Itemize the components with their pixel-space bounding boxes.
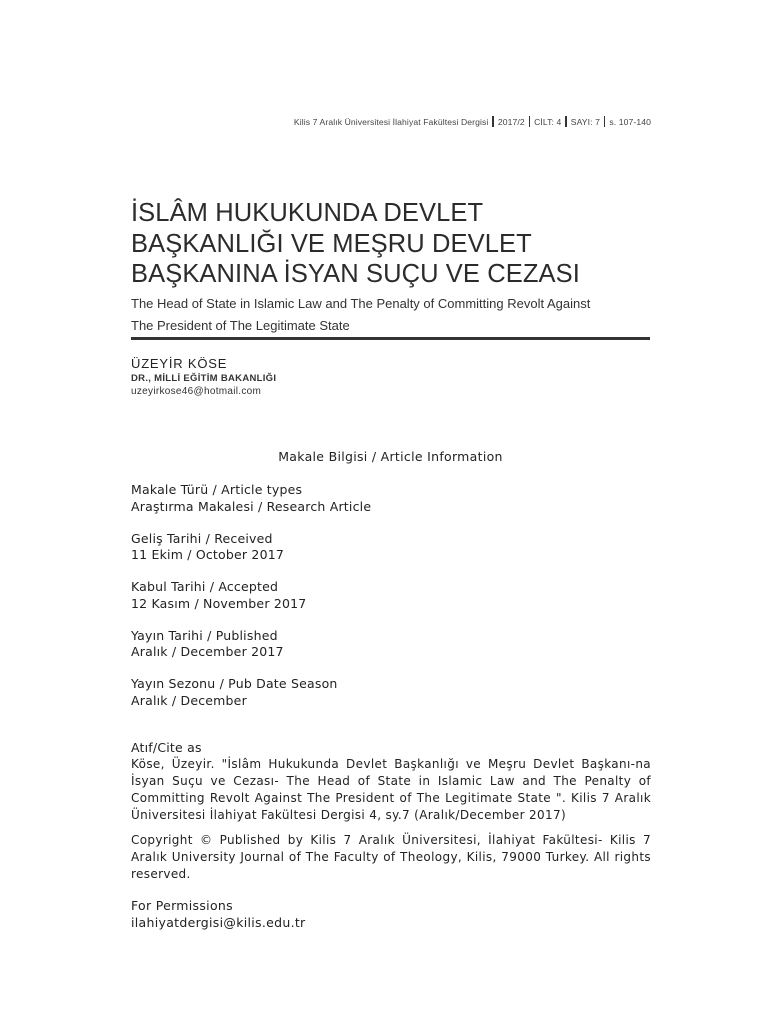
subtitle-line-1: The Head of State in Islamic Law and The Penalty of Committing Revolt Against	[131, 295, 591, 311]
info-value: 11 Ekim / October 2017	[131, 547, 285, 562]
permissions-label: For Permissions	[131, 898, 233, 913]
info-label: Yayın Tarihi / Published	[131, 627, 278, 643]
header-separator	[565, 116, 566, 127]
info-accepted	[131, 579, 651, 612]
author-email[interactable]: uzeyirkose46@hotmail.com	[131, 386, 262, 397]
article-info-heading: Makale Bilgisi / Article Information	[278, 449, 503, 464]
title-divider	[131, 337, 650, 340]
info-value: Aralık / December	[131, 692, 247, 708]
header-separator	[492, 116, 493, 127]
journal-issue: SAYI: 7	[570, 117, 600, 127]
header-separator	[529, 116, 530, 127]
title-line-2: BAŞKANLIĞI VE MEŞRU DEVLET	[131, 229, 532, 258]
info-value: Araştırma Makalesi / Research Article	[131, 498, 372, 514]
citation-label: Atıf/Cite as	[131, 740, 202, 755]
journal-pages: s. 107-140	[609, 117, 651, 127]
author-affiliation: DR., MİLLİ EĞİTİM BAKANLIĞI	[131, 373, 277, 384]
journal-year: 2017/2	[497, 117, 525, 127]
title-line-3: BAŞKANINA İSYAN SUÇU VE CEZASI	[131, 260, 580, 288]
info-value: Aralık / December 2017	[131, 644, 284, 659]
info-label: Yayın Sezonu / Pub Date Season	[131, 676, 338, 691]
info-label: Makale Türü / Article types	[131, 482, 303, 497]
article-subtitle	[131, 293, 651, 337]
info-published	[131, 628, 651, 661]
header-separator	[604, 116, 605, 127]
article-info-list	[131, 482, 651, 725]
running-header	[294, 116, 651, 127]
info-pub-season	[131, 676, 651, 709]
info-received	[131, 531, 651, 564]
info-article-type	[131, 482, 651, 515]
citation-text: Köse, Üzeyir. "İslâm Hukukunda Devlet Başkanlığı ve Meşru Devlet Başkanı-na İsyan Suçu ve Cezası- The Head of State in Islamic Law and The Penalty of Committing Revolt Against The President of The Legitimate State ". Kilis 7 Aralık Üniversitesi İlahiyat Fakültesi Dergisi 4, sy.7 (Aralık/December 2017)	[131, 757, 651, 822]
subtitle-line-2: The President of The Legitimate State	[131, 317, 350, 333]
info-value: 12 Kasım / November 2017	[131, 595, 307, 611]
author-name: ÜZEYİR KÖSE	[131, 356, 228, 371]
journal-name: Kilis 7 Aralık Üniversitesi İlahiyat Fakültesi Dergisi	[293, 117, 489, 127]
article-title	[131, 198, 651, 290]
permissions-email[interactable]: ilahiyatdergisi@kilis.edu.tr	[131, 915, 306, 930]
title-line-1: İSLÂM HUKUKUNDA DEVLET	[131, 199, 484, 227]
citation-block	[131, 739, 651, 824]
journal-volume: CİLT: 4	[534, 117, 562, 127]
author-block	[131, 356, 276, 398]
info-label: Geliş Tarihi / Received	[131, 530, 273, 546]
permissions-block	[131, 897, 306, 931]
title-block	[131, 198, 651, 337]
info-label: Kabul Tarihi / Accepted	[131, 579, 279, 594]
copyright-notice: Copyright © Published by Kilis 7 Aralık Üniversitesi, İlahiyat Fakültesi- Kilis 7 Aralık University Journal of The Faculty of Theology, Kilis, 79000 Turkey. All rights reserved.	[131, 833, 651, 881]
